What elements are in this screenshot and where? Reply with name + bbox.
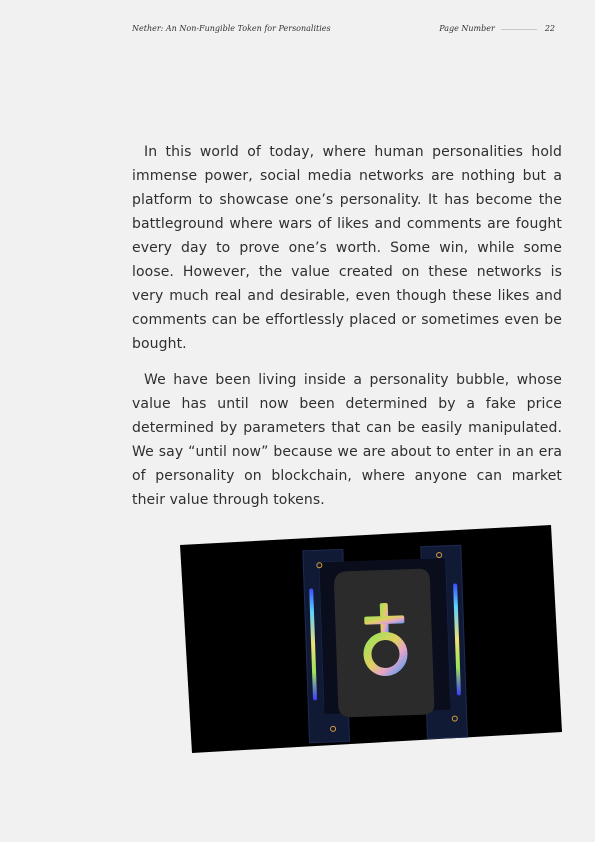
paragraph-2: We have been living inside a personality bubble, whose value has until now been determined by a fake price determined by parameters that can be easily manipulated. We say “until now” because we are about to enter in an era of personality on blockchain, where anyone can market their value through tokens.	[132, 372, 562, 508]
page-number: 22	[544, 24, 555, 33]
page-number-label: Page Number	[439, 24, 495, 33]
paragraph-1: In this world of today, where human personalities hold immense power, social media networks are nothing but a platform to showcase one’s personality. It has become the battleground where wars of likes and comments are fought every day to prove one’s worth. Some win, while some loose. However, the value created on these networks is very much real and desirable, even though these likes and comments can be effortlessly placed or sometimes even be bought.	[132, 144, 562, 352]
token-card	[334, 568, 435, 717]
nether-token-device-icon	[303, 545, 468, 742]
document-title: Nether: An Non-Fungible Token for Personalities	[132, 24, 331, 33]
